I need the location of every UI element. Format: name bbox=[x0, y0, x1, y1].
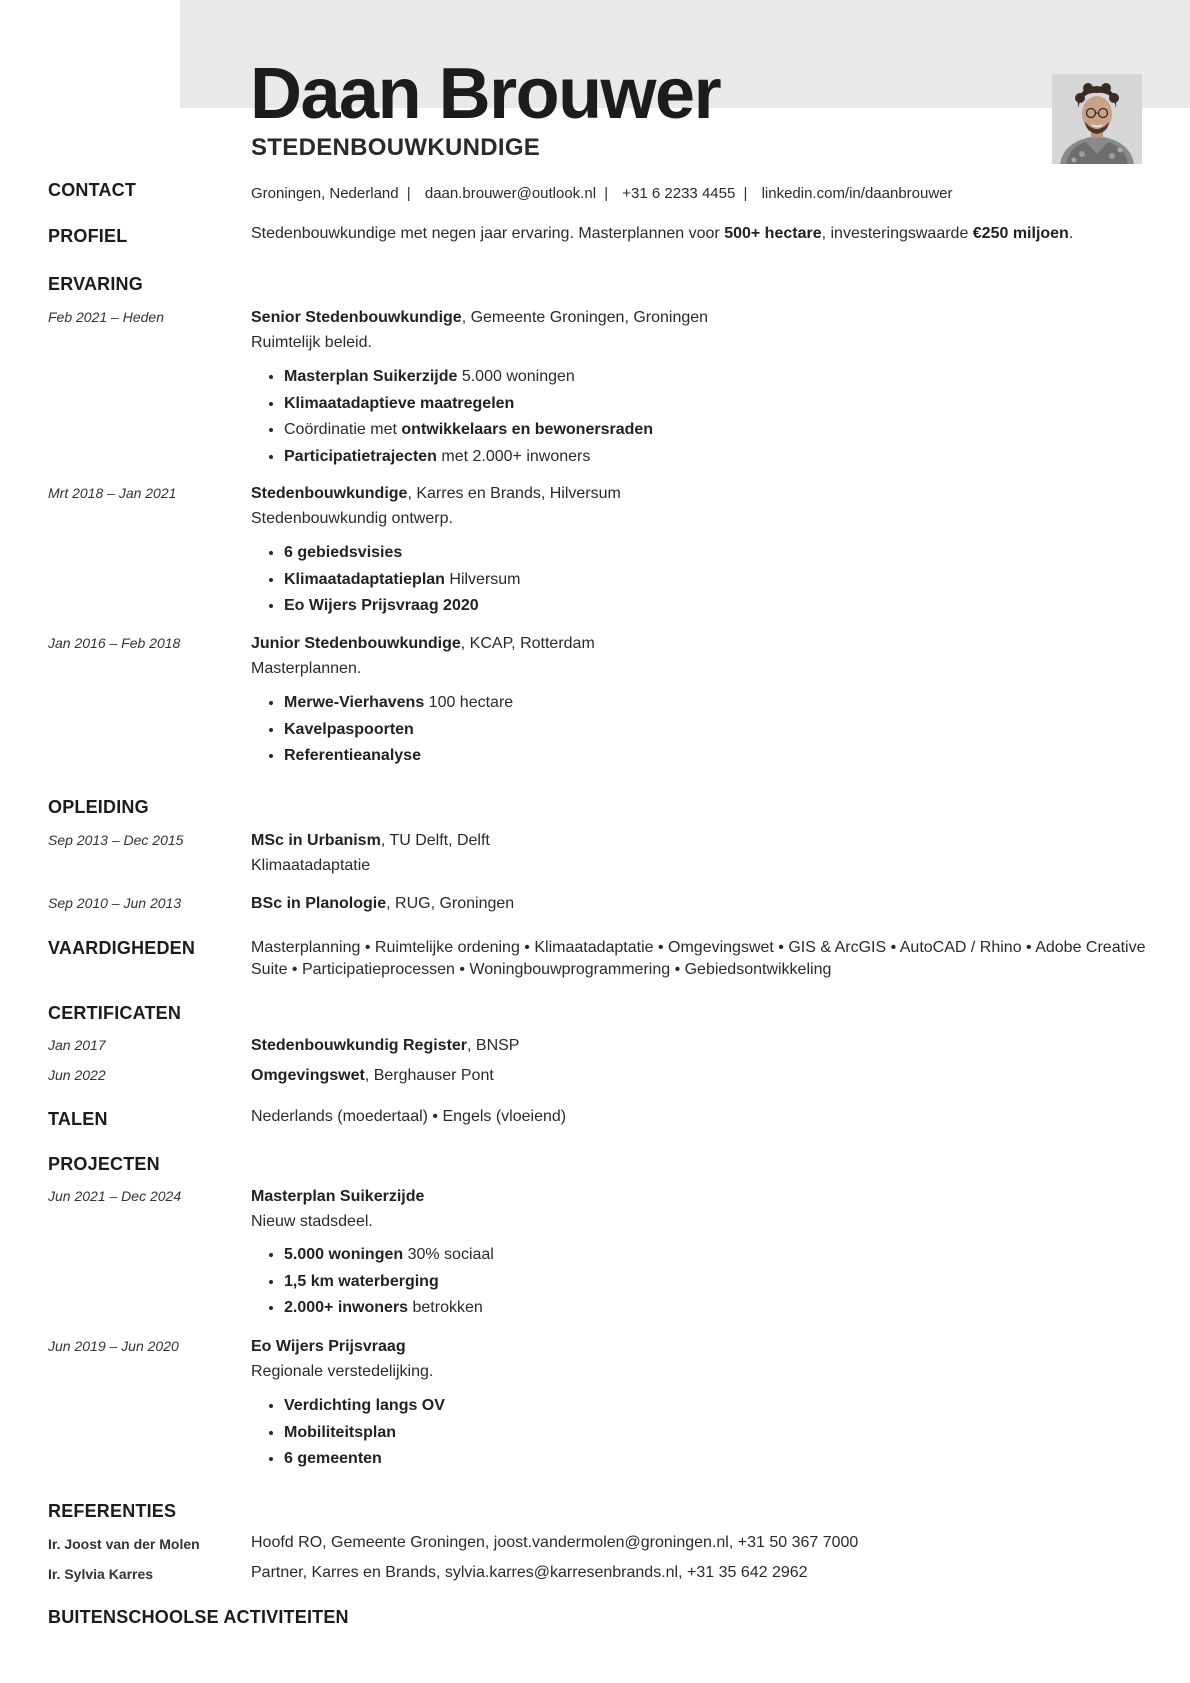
job-title: STEDENBOUWKUNDIGE bbox=[251, 134, 541, 161]
education-dates: Sep 2013 – Dec 2015 bbox=[48, 832, 184, 848]
certificate-line bbox=[251, 1067, 494, 1085]
list-item: • Klimaatadaptieve maatregelen bbox=[284, 391, 653, 418]
reference-detail: Partner, Karres en Brands, sylvia.karres@karresenbrands.nl, +31 35 642 2962 bbox=[251, 1564, 808, 1581]
job-summary: Masterplannen. bbox=[251, 660, 362, 677]
education-degree: MSc in Urbanism bbox=[251, 832, 381, 849]
project-name bbox=[251, 1188, 424, 1206]
section-heading-references: REFERENTIES bbox=[48, 1501, 177, 1521]
contact-separator: | bbox=[743, 185, 748, 202]
list-item: • Masterplan Suikerzijde 5.000 woningen bbox=[284, 364, 653, 391]
profile-highlight-area: 500+ hectare bbox=[724, 225, 822, 242]
contact-email[interactable]: daan.brouwer@outlook.nl bbox=[424, 185, 597, 202]
list-item: • Coördinatie met ontwikkelaars en bewonersraden bbox=[284, 417, 653, 444]
reference-detail: Hoofd RO, Gemeente Groningen, joost.vandermolen@groningen.nl, +31 50 367 7000 bbox=[251, 1534, 859, 1551]
education-degree-line bbox=[251, 832, 490, 850]
project-name bbox=[251, 1338, 406, 1356]
profile-text bbox=[251, 225, 1073, 243]
list-item: • 2.000+ inwoners betrokken bbox=[284, 1295, 494, 1322]
education-degree-line bbox=[251, 895, 514, 913]
list-item: • Klimaatadaptatieplan Hilversum bbox=[284, 567, 521, 594]
education-detail: Klimaatadaptatie bbox=[251, 857, 371, 874]
list-item: • Referentieanalyse bbox=[284, 743, 513, 770]
candidate-name: Daan Brouwer bbox=[250, 54, 721, 134]
job-organization: , KCAP, Rotterdam bbox=[460, 635, 595, 652]
section-heading-skills: VAARDIGHEDEN bbox=[48, 938, 196, 958]
contact-linkedin[interactable]: linkedin.com/in/daanbrouwer bbox=[761, 185, 953, 202]
certificate-line bbox=[251, 1037, 519, 1055]
education-dates: Sep 2010 – Jun 2013 bbox=[48, 895, 182, 911]
project-dates: Jun 2019 – Jun 2020 bbox=[48, 1338, 179, 1354]
project-dates: Jun 2021 – Dec 2024 bbox=[48, 1188, 182, 1204]
job-role: Senior Stedenbouwkundige bbox=[251, 309, 462, 326]
contact-separator: | bbox=[604, 185, 609, 202]
section-heading-extracurricular: BUITENSCHOOLSE ACTIVITEITEN bbox=[48, 1607, 349, 1627]
job-organization: , Karres en Brands, Hilversum bbox=[407, 485, 621, 502]
education-school: , RUG, Groningen bbox=[386, 895, 515, 912]
job-dates: Feb 2021 – Heden bbox=[48, 309, 164, 325]
contact-phone[interactable]: +31 6 2233 4455 bbox=[622, 185, 736, 202]
job-bullets bbox=[251, 690, 513, 770]
list-item: • 6 gebiedsvisies bbox=[284, 540, 521, 567]
list-item: • Participatietrajecten met 2.000+ inwoners bbox=[284, 444, 653, 471]
job-summary: Ruimtelijk beleid. bbox=[251, 334, 372, 351]
education-school: , TU Delft, Delft bbox=[380, 832, 490, 849]
job-bullets bbox=[251, 540, 521, 620]
list-item: • Merwe-Vierhavens 100 hectare bbox=[284, 690, 513, 717]
section-heading-contact: CONTACT bbox=[48, 180, 137, 200]
profile-highlight-investment: €250 miljoen bbox=[972, 225, 1069, 242]
section-heading-projects: PROJECTEN bbox=[48, 1154, 160, 1174]
portrait-photo bbox=[1052, 74, 1142, 164]
certificate-date: Jan 2017 bbox=[48, 1037, 106, 1053]
job-dates: Jan 2016 – Feb 2018 bbox=[48, 635, 181, 651]
list-item: • 5.000 woningen 30% sociaal bbox=[284, 1242, 494, 1269]
profile-text-part: . bbox=[1068, 225, 1074, 242]
languages-text: Nederlands (moedertaal) • Engels (vloeiend) bbox=[251, 1108, 567, 1125]
reference-name: Ir. Joost van der Molen bbox=[48, 1536, 200, 1552]
skills-text: Masterplanning • Ruimtelijke ordening • Klimaatadaptatie • Omgevingswet • GIS & ArcGIS • AutoCAD / Rhino • Adobe Creative Suite • Participatieprocessen • Woningbouwprogrammering • Gebiedsontwikkeling bbox=[251, 939, 1146, 978]
contact-location: Groningen, Nederland bbox=[251, 185, 399, 202]
project-summary: Nieuw stadsdeel. bbox=[251, 1213, 373, 1230]
avatar bbox=[1052, 74, 1142, 164]
list-item: • 6 gemeenten bbox=[284, 1446, 445, 1473]
project-summary: Regionale verstedelijking. bbox=[251, 1363, 434, 1380]
section-heading-profile: PROFIEL bbox=[48, 226, 128, 246]
reference-name: Ir. Sylvia Karres bbox=[48, 1566, 154, 1582]
section-heading-education: OPLEIDING bbox=[48, 797, 149, 817]
project-bullets bbox=[251, 1242, 494, 1322]
certificate-name: Omgevingswet bbox=[251, 1067, 365, 1084]
contact-separator: | bbox=[406, 185, 411, 202]
job-bullets bbox=[251, 364, 653, 470]
job-summary: Stedenbouwkundig ontwerp. bbox=[251, 510, 453, 527]
project-title: Masterplan Suikerzijde bbox=[251, 1188, 425, 1205]
certificate-issuer: , Berghauser Pont bbox=[364, 1067, 494, 1084]
project-title: Eo Wijers Prijsvraag bbox=[251, 1338, 406, 1355]
project-bullets bbox=[251, 1393, 445, 1473]
list-item: • Eo Wijers Prijsvraag 2020 bbox=[284, 593, 521, 620]
section-heading-languages: TALEN bbox=[48, 1109, 108, 1129]
job-title-line bbox=[251, 485, 621, 503]
education-degree: BSc in Planologie bbox=[251, 895, 387, 912]
job-title-line bbox=[251, 635, 595, 653]
certificate-date: Jun 2022 bbox=[48, 1067, 106, 1083]
certificate-name: Stedenbouwkundig Register bbox=[251, 1037, 468, 1054]
job-role: Junior Stedenbouwkundige bbox=[251, 635, 461, 652]
profile-text-part: Stedenbouwkundige met negen jaar ervaring. Masterplannen voor bbox=[251, 225, 725, 242]
job-dates: Mrt 2018 – Jan 2021 bbox=[48, 485, 177, 501]
job-role: Stedenbouwkundige bbox=[251, 485, 408, 502]
certificate-issuer: , BNSP bbox=[467, 1037, 520, 1054]
list-item: • 1,5 km waterberging bbox=[284, 1269, 494, 1296]
list-item: • Kavelpaspoorten bbox=[284, 717, 513, 744]
job-title-line bbox=[251, 309, 708, 327]
contact-row bbox=[251, 185, 953, 202]
section-heading-certificates: CERTIFICATEN bbox=[48, 1003, 182, 1023]
job-organization: , Gemeente Groningen, Groningen bbox=[461, 309, 709, 326]
list-item: • Verdichting langs OV bbox=[284, 1393, 445, 1420]
list-item: • Mobiliteitsplan bbox=[284, 1420, 445, 1447]
profile-text-part: , investeringswaarde bbox=[821, 225, 973, 242]
section-heading-experience: ERVARING bbox=[48, 274, 143, 294]
